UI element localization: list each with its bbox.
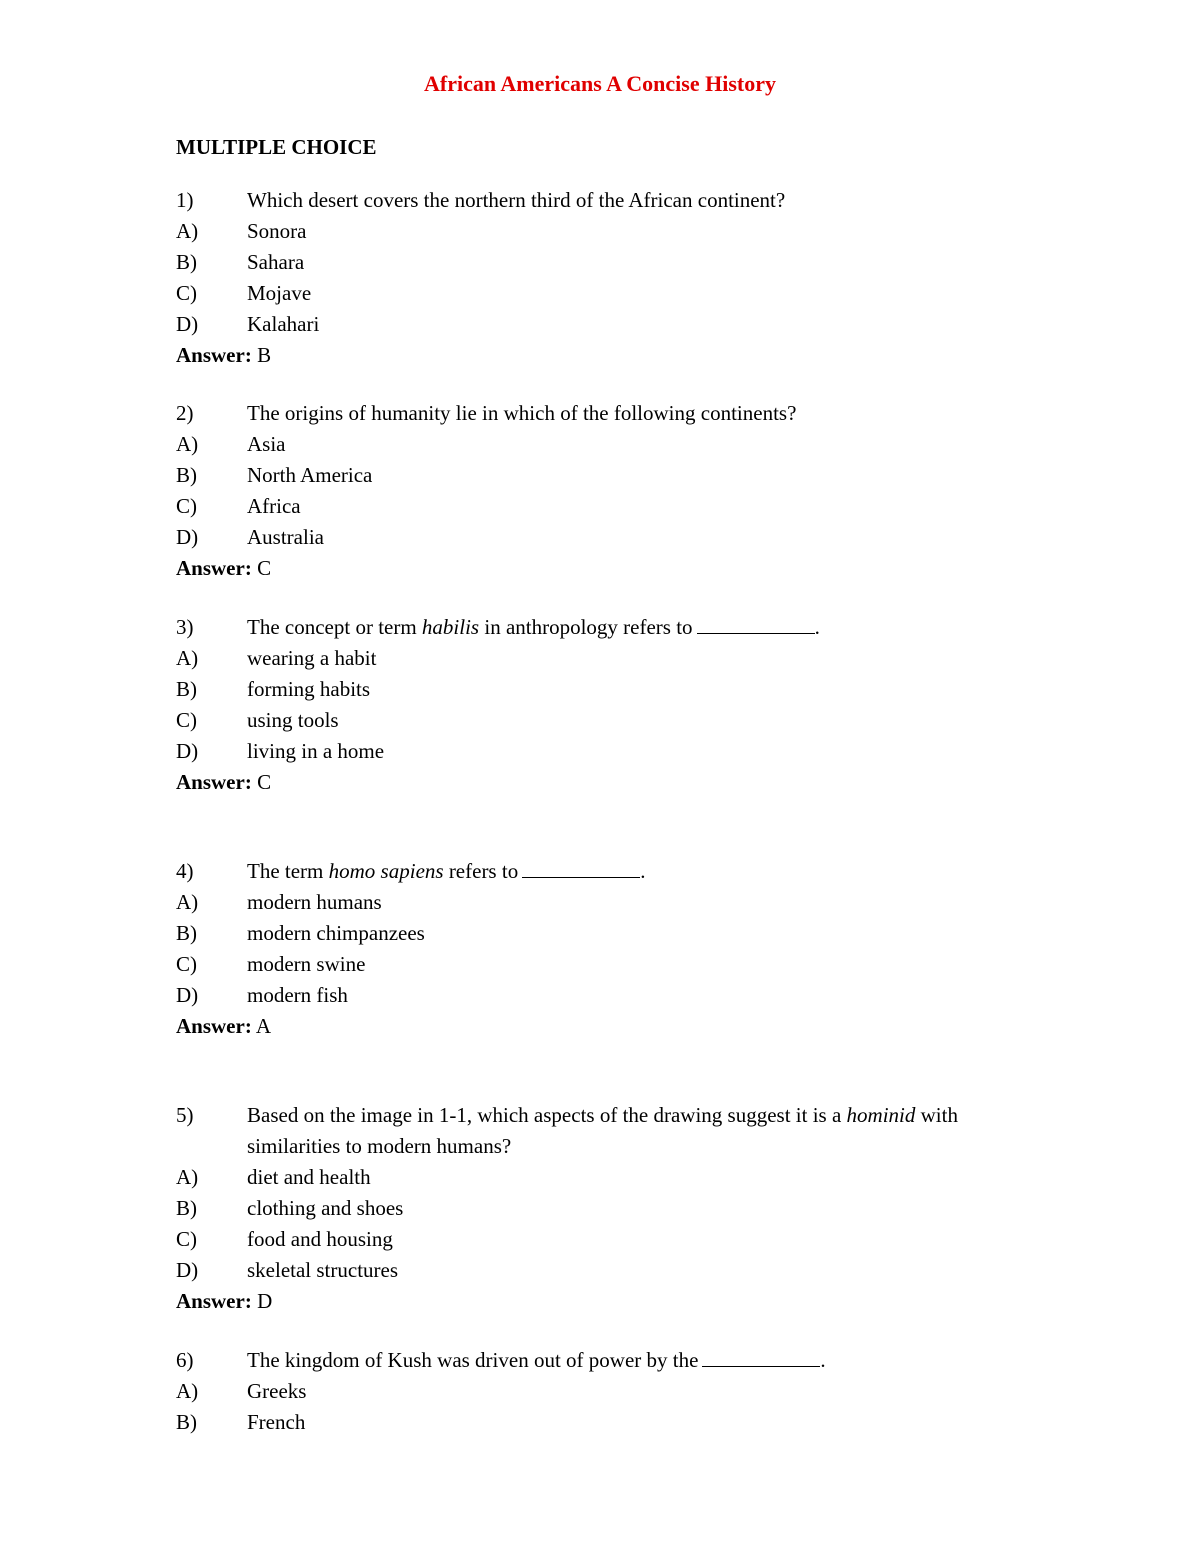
stem-term: homo sapiens [328,859,444,883]
question-stem [176,1100,1027,1162]
option-c [176,491,1076,522]
option-text: clothing and shoes [247,1196,404,1220]
answer-value: A [255,1014,272,1038]
stem-text: The concept or term [247,615,422,639]
answer-value: D [257,1289,273,1313]
option-a [176,887,1076,918]
question-number: 4) [176,859,194,883]
stem-text: . [640,859,646,883]
question-text: Which desert covers the northern third of the African continent? [247,188,786,212]
option-text: Sahara [247,250,305,274]
option-letter: C) [176,281,197,305]
fill-in-blank [697,613,815,634]
option-letter: B) [176,1196,197,1220]
option-letter: A) [176,1165,199,1189]
option-d [176,522,1076,553]
option-b [176,918,1076,949]
option-text: skeletal structures [247,1258,399,1282]
answer-value: C [257,770,272,794]
section-heading: MULTIPLE CHOICE [176,135,377,159]
option-text: Kalahari [247,312,320,336]
option-a [176,429,1076,460]
question-2 [176,398,1076,584]
fill-in-blank [702,1346,820,1367]
answer-line [176,767,1076,798]
stem-text: The kingdom of Kush was driven out of power by the [247,1348,699,1372]
fill-in-blank [522,857,640,878]
answer-label: Answer: [176,343,252,367]
option-letter: C) [176,494,197,518]
stem-text: refers to [443,859,519,883]
option-letter: D) [176,1258,199,1282]
option-a [176,1162,1076,1193]
stem-text: . [814,615,820,639]
option-letter: B) [176,463,197,487]
option-letter: D) [176,983,199,1007]
option-a [176,643,1076,674]
question-number: 2) [176,401,194,425]
answer-line [176,1286,1076,1317]
option-letter: A) [176,646,199,670]
question-stem [176,612,1076,643]
option-d [176,736,1076,767]
question-3 [176,612,1076,798]
option-text: modern swine [247,952,366,976]
answer-label: Answer: [176,770,252,794]
option-c [176,949,1076,980]
option-text: modern chimpanzees [247,921,425,945]
question-number: 1) [176,188,194,212]
option-letter: C) [176,952,197,976]
option-d [176,309,1076,340]
option-letter: C) [176,1227,197,1251]
option-text: North America [247,463,373,487]
option-letter: B) [176,1410,197,1434]
answer-line [176,1011,1076,1042]
option-letter: A) [176,1379,199,1403]
question-number: 6) [176,1348,194,1372]
option-text: Australia [247,525,324,549]
option-text: Sonora [247,219,307,243]
stem-term: habilis [421,615,480,639]
option-letter: B) [176,921,197,945]
option-c [176,705,1076,736]
question-text [247,856,645,887]
stem-text: . [820,1348,826,1372]
option-b [176,460,1076,491]
option-text: living in a home [247,739,385,763]
option-text: modern fish [247,983,348,1007]
answer-value: C [257,556,272,580]
option-b [176,247,1076,278]
option-text: Mojave [247,281,312,305]
option-a [176,1376,1076,1407]
option-c [176,278,1076,309]
question-5 [176,1100,1076,1317]
stem-text: with similarities to modern humans? [247,1103,958,1158]
option-text: Africa [247,494,301,518]
option-text: forming habits [247,677,371,701]
question-6 [176,1345,1076,1438]
question-stem [176,1345,1076,1376]
option-b [176,674,1076,705]
question-1 [176,185,1076,371]
option-letter: A) [176,432,199,456]
answer-line [176,553,1076,584]
option-c [176,1224,1076,1255]
question-4 [176,856,1076,1042]
option-letter: D) [176,312,199,336]
question-number: 3) [176,615,194,639]
option-letter: C) [176,708,197,732]
question-number: 5) [176,1103,194,1127]
option-letter: B) [176,250,197,274]
question-text [247,612,820,643]
question-text: The origins of humanity lie in which of the following continents? [247,401,797,425]
stem-text: in anthropology refers to [479,615,693,639]
option-b [176,1407,1076,1438]
document-title: African Americans A Concise History [424,71,776,96]
question-stem [176,856,1076,887]
stem-text: The term [247,859,329,883]
option-letter: D) [176,739,199,763]
question-stem [176,185,1076,216]
option-d [176,1255,1076,1286]
option-letter: A) [176,219,199,243]
option-text: Greeks [247,1379,307,1403]
option-text: diet and health [247,1165,371,1189]
option-b [176,1193,1076,1224]
option-letter: D) [176,525,199,549]
answer-line [176,340,1076,371]
option-text: using tools [247,708,339,732]
option-d [176,980,1076,1011]
option-letter: A) [176,890,199,914]
answer-label: Answer: [176,1289,252,1313]
answer-value: B [257,343,272,367]
option-text: wearing a habit [247,646,377,670]
stem-text: Based on the image in 1-1, which aspects of the drawing suggest it is a [247,1103,847,1127]
option-text: modern humans [247,890,382,914]
option-text: Asia [247,432,286,456]
option-a [176,216,1076,247]
question-text [247,1345,826,1376]
option-text: food and housing [247,1227,393,1251]
question-stem [176,398,1076,429]
option-letter: B) [176,677,197,701]
option-text: French [247,1410,306,1434]
stem-term: hominid [846,1103,916,1127]
answer-label: Answer: [176,556,252,580]
answer-label: Answer: [176,1014,252,1038]
